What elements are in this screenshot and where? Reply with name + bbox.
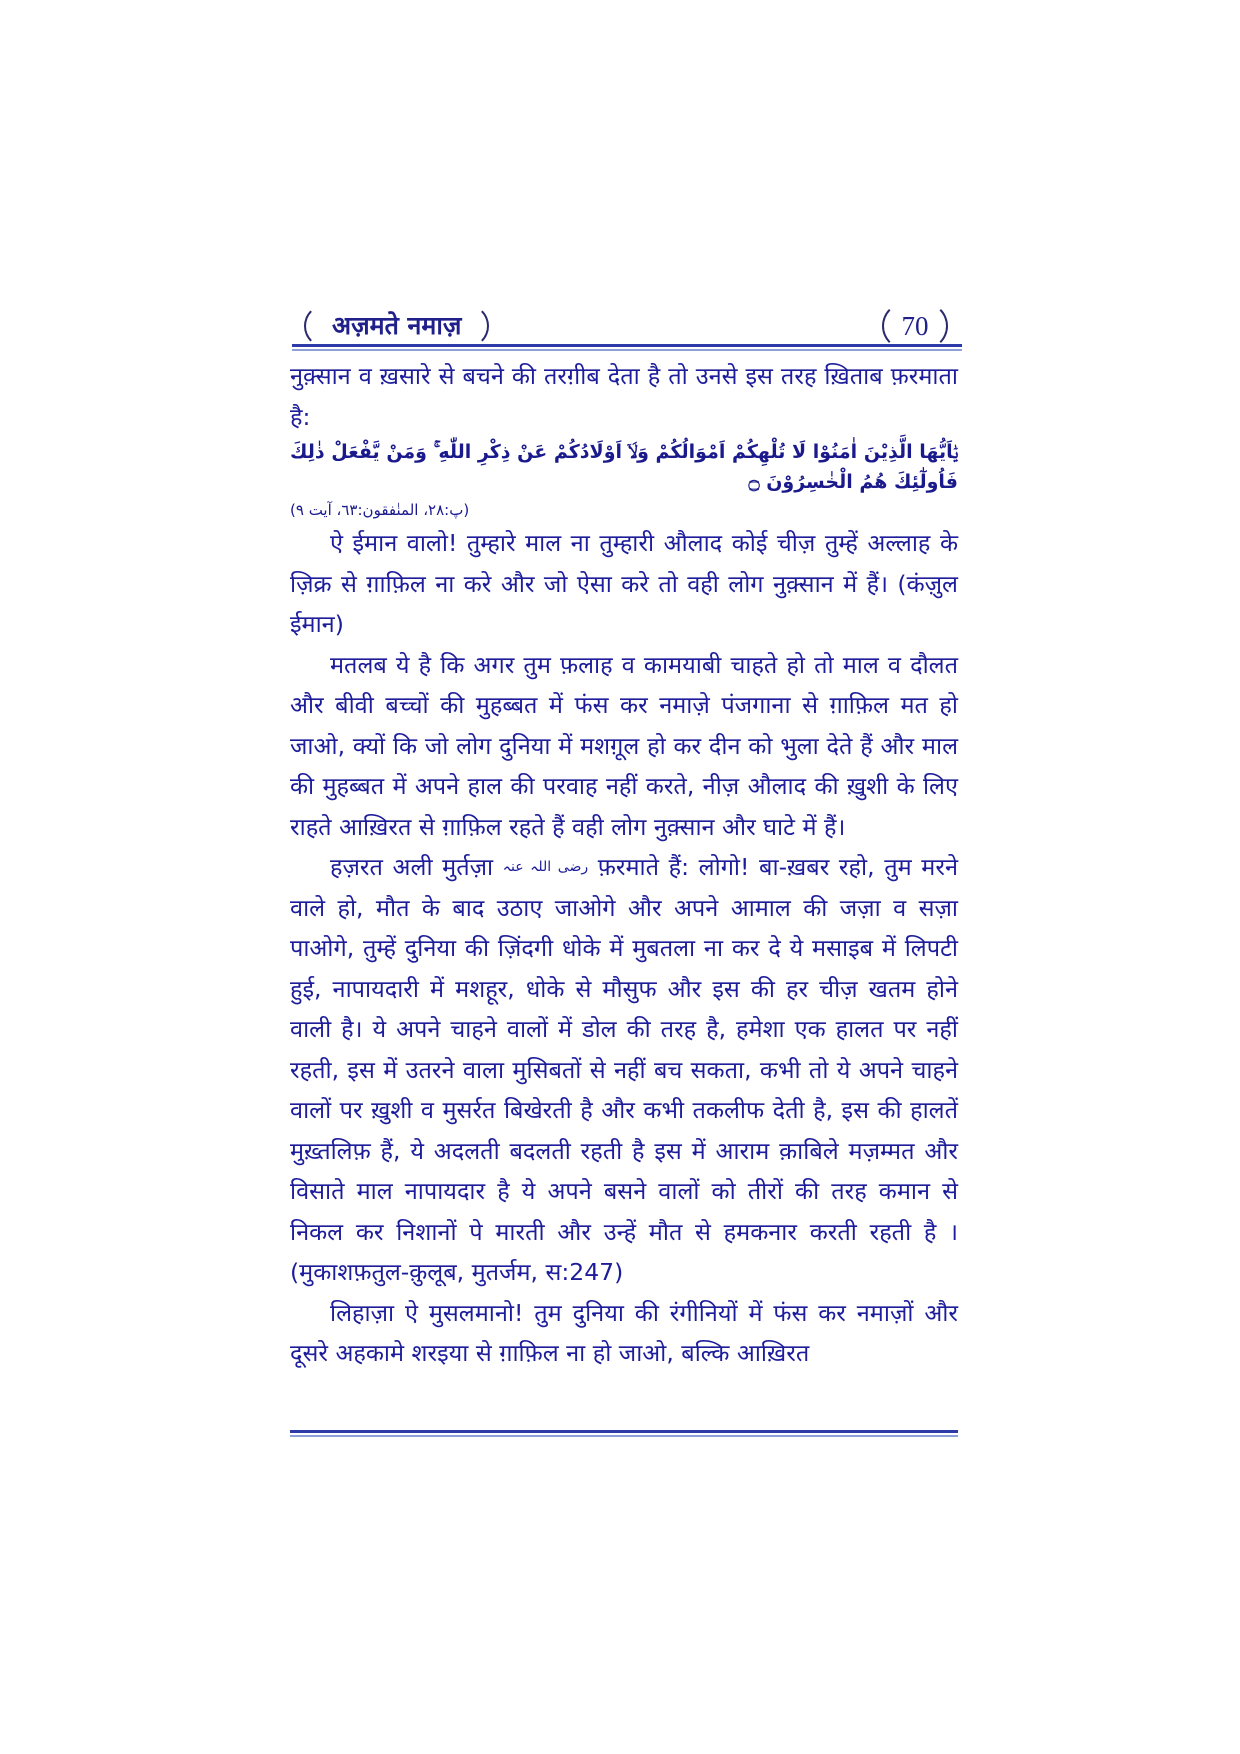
header-divider <box>292 344 962 347</box>
footer-divider-secondary <box>290 1435 958 1437</box>
honorific-mark: رضی اللہ عنہ <box>502 859 589 875</box>
paragraph-hazrat-ali-start: हज़रत अली मुर्तज़ा <box>330 853 494 881</box>
arabic-verse: يٰۤاَيُّهَا الَّذِيْنَ اٰمَنُوْا لَا تُلْهِكُمْ اَمْوَالُكُمْ وَلَاۤ اَوْلَادُكُمْ عَنْ ذِكْرِ اللّٰهِ ۚ وَمَنْ يَّفْعَلْ ذٰلِكَ فَاُولٰٓئِكَ هُمُ الْخٰسِرُوْنَ ۝ <box>290 441 958 493</box>
paragraph-hazrat-ali-rest: फ़रमाते हैं: लोगो! बा-ख़बर रहो, तुम मरने वाले हो, मौत के बाद उठाए जाओगे और अपने आमाल की जज़ा व सज़ा पाओगे, तुम्हें दुनिया की ज़िंदगी धोके में मुबतला ना कर दे ये मसाइब में लिपटी हुई, नापायदारी में मशहूर, धोके से मौसुफ और इस की हर चीज़ खतम होने वाली है। ये अपने चाहने वालों में डोल की तरह है, हमेशा एक हालत पर नहीं रहती, इस में उतरने वाला मुसिबतों से नहीं बच सकता, कभी तो ये अपने चाहने वालों पर ख़ुशी व मुसर्रत बिखेरती है और कभी तकलीफ देती है, इस की हालतें मुख़्तलिफ़ हैं, ये अदलती बदलती रहती है इस में आराम क़ाबिले मज़म्मत और विसाते माल नापायदार है ये अपने बसने वालों को तीरों की तरह कमान से निकल कर निशानों पे मारती और उन्हें मौत से हमकनार करती रहती है ।(मुकाशफ़तुल-क़ुलूब, मुतर्जम, स:247) <box>290 853 958 1286</box>
verse-reference: (پ:٢٨، المنٰفقون:٦٣، آیت ٩) <box>290 501 470 519</box>
header-divider-secondary <box>292 349 962 351</box>
page-body <box>290 356 958 1374</box>
paragraph-intro: नुक़्सान व ख़सारे से बचने की तरग़ीब देता है तो उनसे इस तरह ख़िताब फ़रमाता है: <box>290 362 958 431</box>
paragraph-translation: ऐ ईमान वालो! तुम्हारे माल ना तुम्हारी औलाद कोई चीज़ तुम्हें अल्लाह के ज़िक्र से ग़ाफ़िल ना करे और जो ऐसा करे तो वही लोग नुक़्सान में हैं। (कंज़ुल ईमान) <box>290 529 958 638</box>
page-number: 70 <box>882 302 948 350</box>
page-header <box>292 300 962 352</box>
book-title: अज़मते नमाज़ <box>304 304 489 348</box>
paragraph-explanation: मतलब ये है कि अगर तुम फ़लाह व कामयाबी चाहते हो तो माल व दौलत और बीवी बच्चों की मुहब्बत में फंस कर नमाज़े पंजगाना से ग़ाफ़िल मत हो जाओ, क्यों कि जो लोग दुनिया में मशग़ूल हो कर दीन को भुला देते हैं और माल की मुहब्बत में अपने हाल की परवाह नहीं करते, नीज़ औलाद की ख़ुशी के लिए राहते आख़िरत से ग़ाफ़िल रहते हैं वही लोग नुक़्सान और घाटे में हैं। <box>290 650 958 841</box>
paragraph-hazrat-ali <box>290 847 958 1293</box>
footer-divider <box>290 1430 958 1433</box>
paragraph-conclusion: लिहाज़ा ऐ मुसलमानो! तुम दुनिया की रंगीनियों में फंस कर नमाज़ों और दूसरे अहकामे शरइया से ग़ाफ़िल ना हो जाओ, बल्कि आख़िरत <box>290 1298 958 1367</box>
